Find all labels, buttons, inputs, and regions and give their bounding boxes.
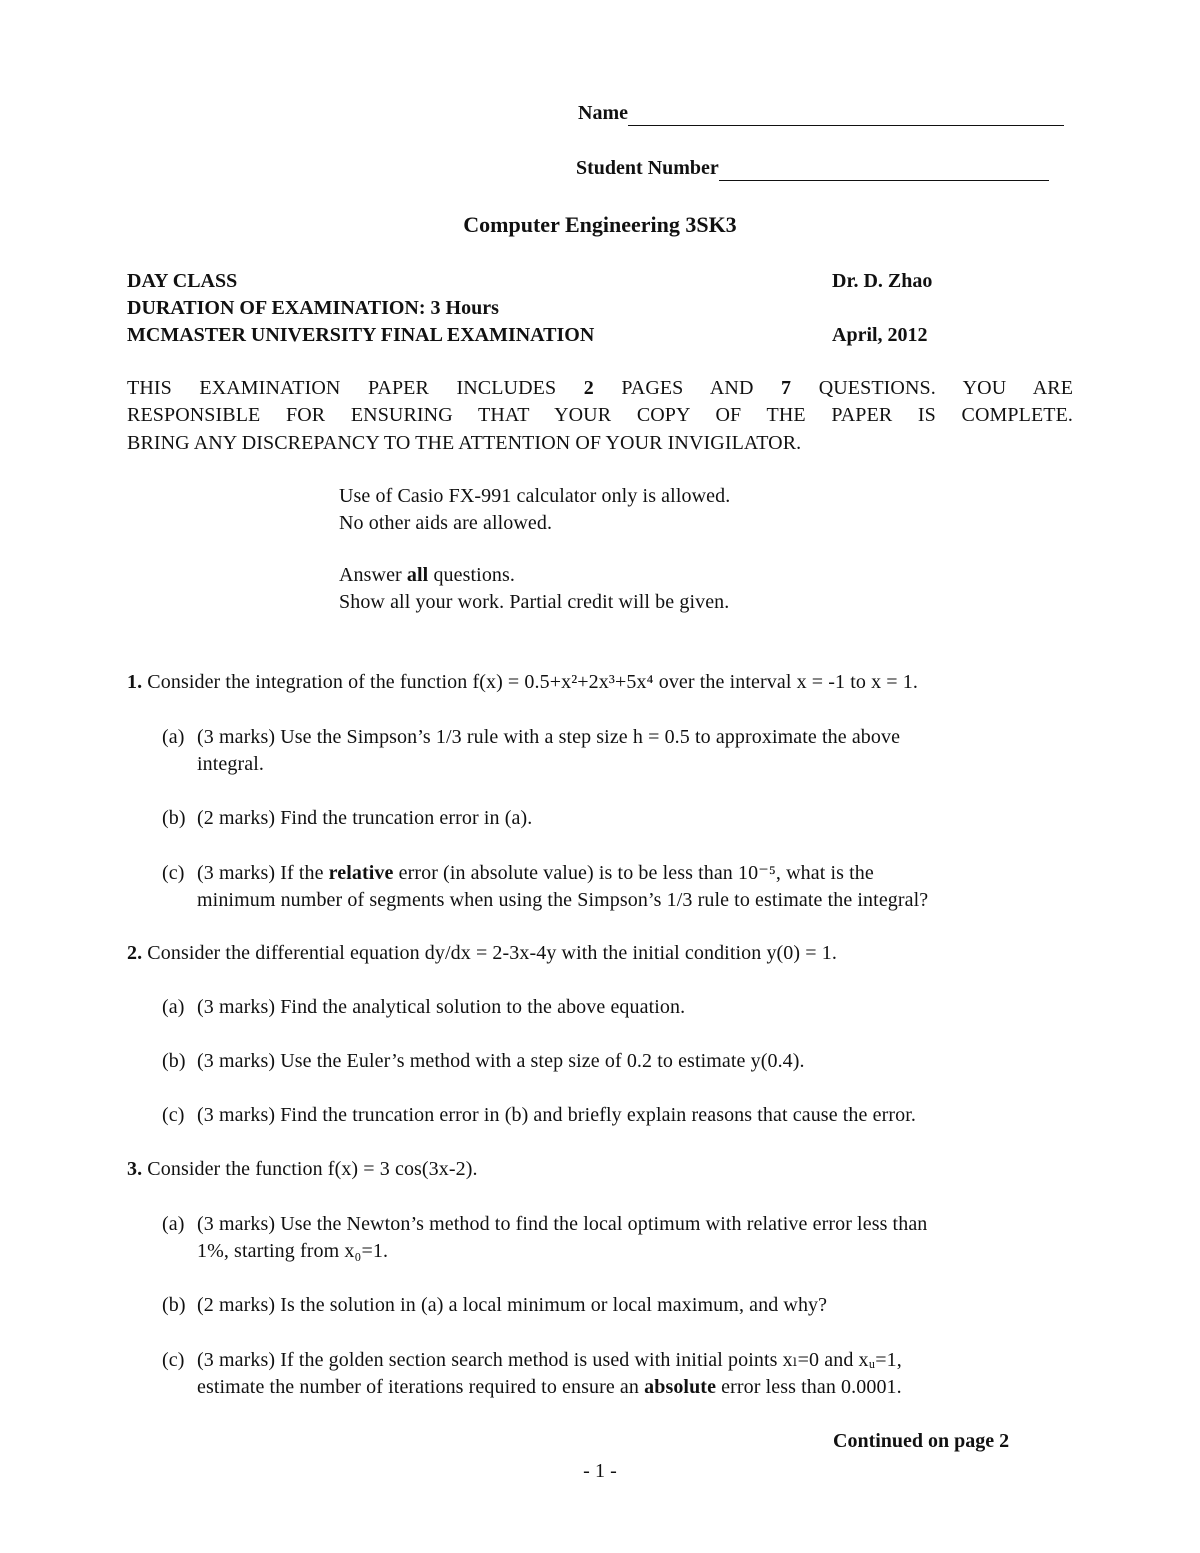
question-1-number: 1. bbox=[127, 671, 143, 693]
calculator-rule: Use of Casio FX-991 calculator only is allowed. bbox=[339, 485, 731, 507]
exam-name: MCMASTER UNIVERSITY FINAL EXAMINATION bbox=[127, 324, 595, 346]
course-title: Computer Engineering 3SK3 bbox=[463, 212, 737, 237]
notice-line-1: THIS EXAMINATION PAPER INCLUDES 2 PAGES AND 7 QUESTIONS. YOU ARE bbox=[127, 377, 1074, 399]
q2-c-text: (3 marks) Find the truncation error in (b) and briefly explain reasons that cause the error. bbox=[197, 1104, 916, 1126]
show-work-rule: Show all your work. Partial credit will be given. bbox=[339, 591, 730, 613]
q1-c-text-1: (3 marks) If the relative error (in absolute value) is to be less than 10⁻⁵, what is the bbox=[197, 862, 874, 884]
name-blank-line[interactable] bbox=[628, 101, 1064, 126]
q1-a-text-1: (3 marks) Use the Simpson’s 1/3 rule with a step size h = 0.5 to approximate the above bbox=[197, 726, 901, 748]
answer-rule: Answer all questions. bbox=[339, 564, 516, 586]
q1-a-label: (a) bbox=[162, 726, 185, 748]
question-2-number: 2. bbox=[127, 942, 143, 964]
instructor: Dr. D. Zhao bbox=[832, 270, 933, 292]
q3-a-text-1: (3 marks) Use the Newton’s method to find the local optimum with relative error less than bbox=[197, 1213, 928, 1235]
notice-line-3: BRING ANY DISCREPANCY TO THE ATTENTION OF YOUR INVIGILATOR. bbox=[127, 432, 802, 454]
name-label: Name bbox=[578, 102, 628, 124]
question-1-stem: 1. Consider the integration of the function f(x) = 0.5+x²+2x³+5x⁴ over the interval x = -1 to x = 1. bbox=[127, 671, 918, 693]
q3-c-text-2: estimate the number of iterations required to ensure an absolute error less than 0.0001. bbox=[197, 1376, 902, 1398]
aids-rule: No other aids are allowed. bbox=[339, 512, 553, 534]
q3-c-text-1: (3 marks) If the golden section search method is used with initial points xₗ=0 and xᵤ=1, bbox=[197, 1349, 902, 1371]
q1-a-text-2: integral. bbox=[197, 753, 264, 775]
q3-a-text-2: 1%, starting from x₀=1. bbox=[197, 1240, 389, 1262]
q2-a-text: (3 marks) Find the analytical solution to the above equation. bbox=[197, 996, 686, 1018]
q1-b-text: (2 marks) Find the truncation error in (a). bbox=[197, 807, 533, 829]
q2-b-text: (3 marks) Use the Euler’s method with a step size of 0.2 to estimate y(0.4). bbox=[197, 1050, 805, 1072]
question-3-number: 3. bbox=[127, 1158, 143, 1180]
q1-b-label: (b) bbox=[162, 807, 186, 829]
q2-a-label: (a) bbox=[162, 996, 185, 1018]
day-class: DAY CLASS bbox=[127, 270, 238, 292]
q2-c-label: (c) bbox=[162, 1104, 185, 1126]
student-number-label: Student Number bbox=[576, 157, 719, 179]
student-number-blank-line[interactable] bbox=[719, 156, 1049, 181]
q1-c-label: (c) bbox=[162, 862, 185, 884]
question-2-stem: 2. Consider the differential equation dy/dx = 2-3x-4y with the initial condition y(0) = 1. bbox=[127, 942, 837, 964]
continued-note: Continued on page 2 bbox=[833, 1430, 1010, 1452]
q3-c-label: (c) bbox=[162, 1349, 185, 1371]
q3-b-label: (b) bbox=[162, 1294, 186, 1316]
student-number-field[interactable] bbox=[576, 156, 1049, 181]
name-field[interactable] bbox=[578, 101, 1064, 126]
question-3-stem: 3. Consider the function f(x) = 3 cos(3x-2). bbox=[127, 1158, 478, 1180]
notice-line-2: RESPONSIBLE FOR ENSURING THAT YOUR COPY OF THE PAPER IS COMPLETE. bbox=[127, 404, 1073, 426]
q2-b-label: (b) bbox=[162, 1050, 186, 1072]
q1-c-text-2: minimum number of segments when using the Simpson’s 1/3 rule to estimate the integral? bbox=[197, 889, 929, 911]
page-number: - 1 - bbox=[583, 1460, 617, 1482]
exam-duration: DURATION OF EXAMINATION: 3 Hours bbox=[127, 297, 499, 319]
exam-date: April, 2012 bbox=[832, 324, 928, 346]
q3-b-text: (2 marks) Is the solution in (a) a local minimum or local maximum, and why? bbox=[197, 1294, 828, 1316]
q3-a-label: (a) bbox=[162, 1213, 185, 1235]
